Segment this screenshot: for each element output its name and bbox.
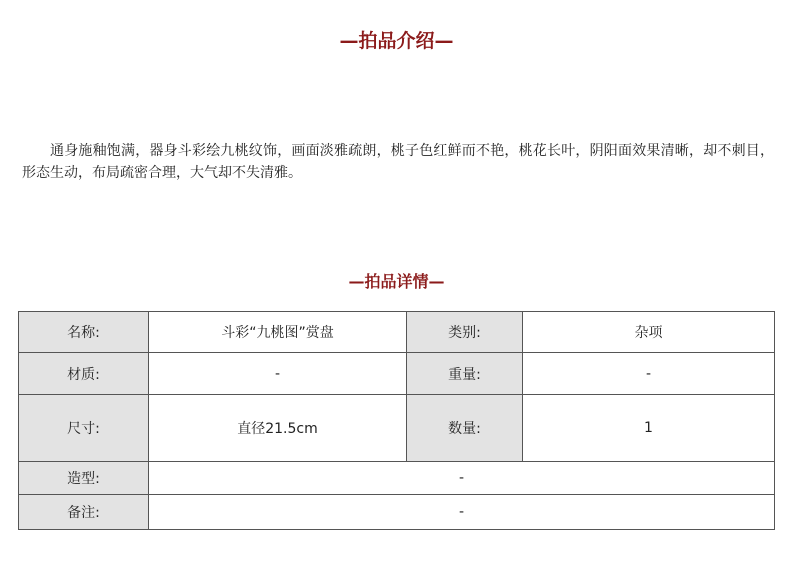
shape-value: - [149, 462, 775, 495]
weight-value: - [523, 353, 775, 395]
material-value: - [149, 353, 407, 395]
name-value: 斗彩“九桃图”赏盘 [149, 312, 407, 353]
name-label: 名称: [19, 312, 149, 353]
table-row [19, 353, 775, 395]
details-table [18, 311, 775, 530]
material-label: 材质: [19, 353, 149, 395]
details-section-title: —拍品详情— [348, 272, 445, 291]
shape-label: 造型: [19, 462, 149, 495]
category-label: 类别: [407, 312, 523, 353]
size-label: 尺寸: [19, 395, 149, 462]
remarks-value: - [149, 495, 775, 530]
quantity-label: 数量: [407, 395, 523, 462]
table-row [19, 462, 775, 495]
table-row [19, 495, 775, 530]
quantity-value: 1 [523, 395, 775, 462]
intro-description: 通身施釉饱满，器身斗彩绘九桃纹饰，画面淡雅疏朗，桃子色红鲜而不艳，桃花长叶，阴阳面效果清晰，却不刺目，形态生动，布局疏密合理，大气却不失清雅。 [22, 143, 774, 181]
weight-label: 重量: [407, 353, 523, 395]
intro-section-title: —拍品介绍— [339, 30, 454, 52]
remarks-label: 备注: [19, 495, 149, 530]
size-value: 直径21.5cm [149, 395, 407, 462]
table-row [19, 312, 775, 353]
table-row [19, 395, 775, 462]
category-value: 杂项 [523, 312, 775, 353]
